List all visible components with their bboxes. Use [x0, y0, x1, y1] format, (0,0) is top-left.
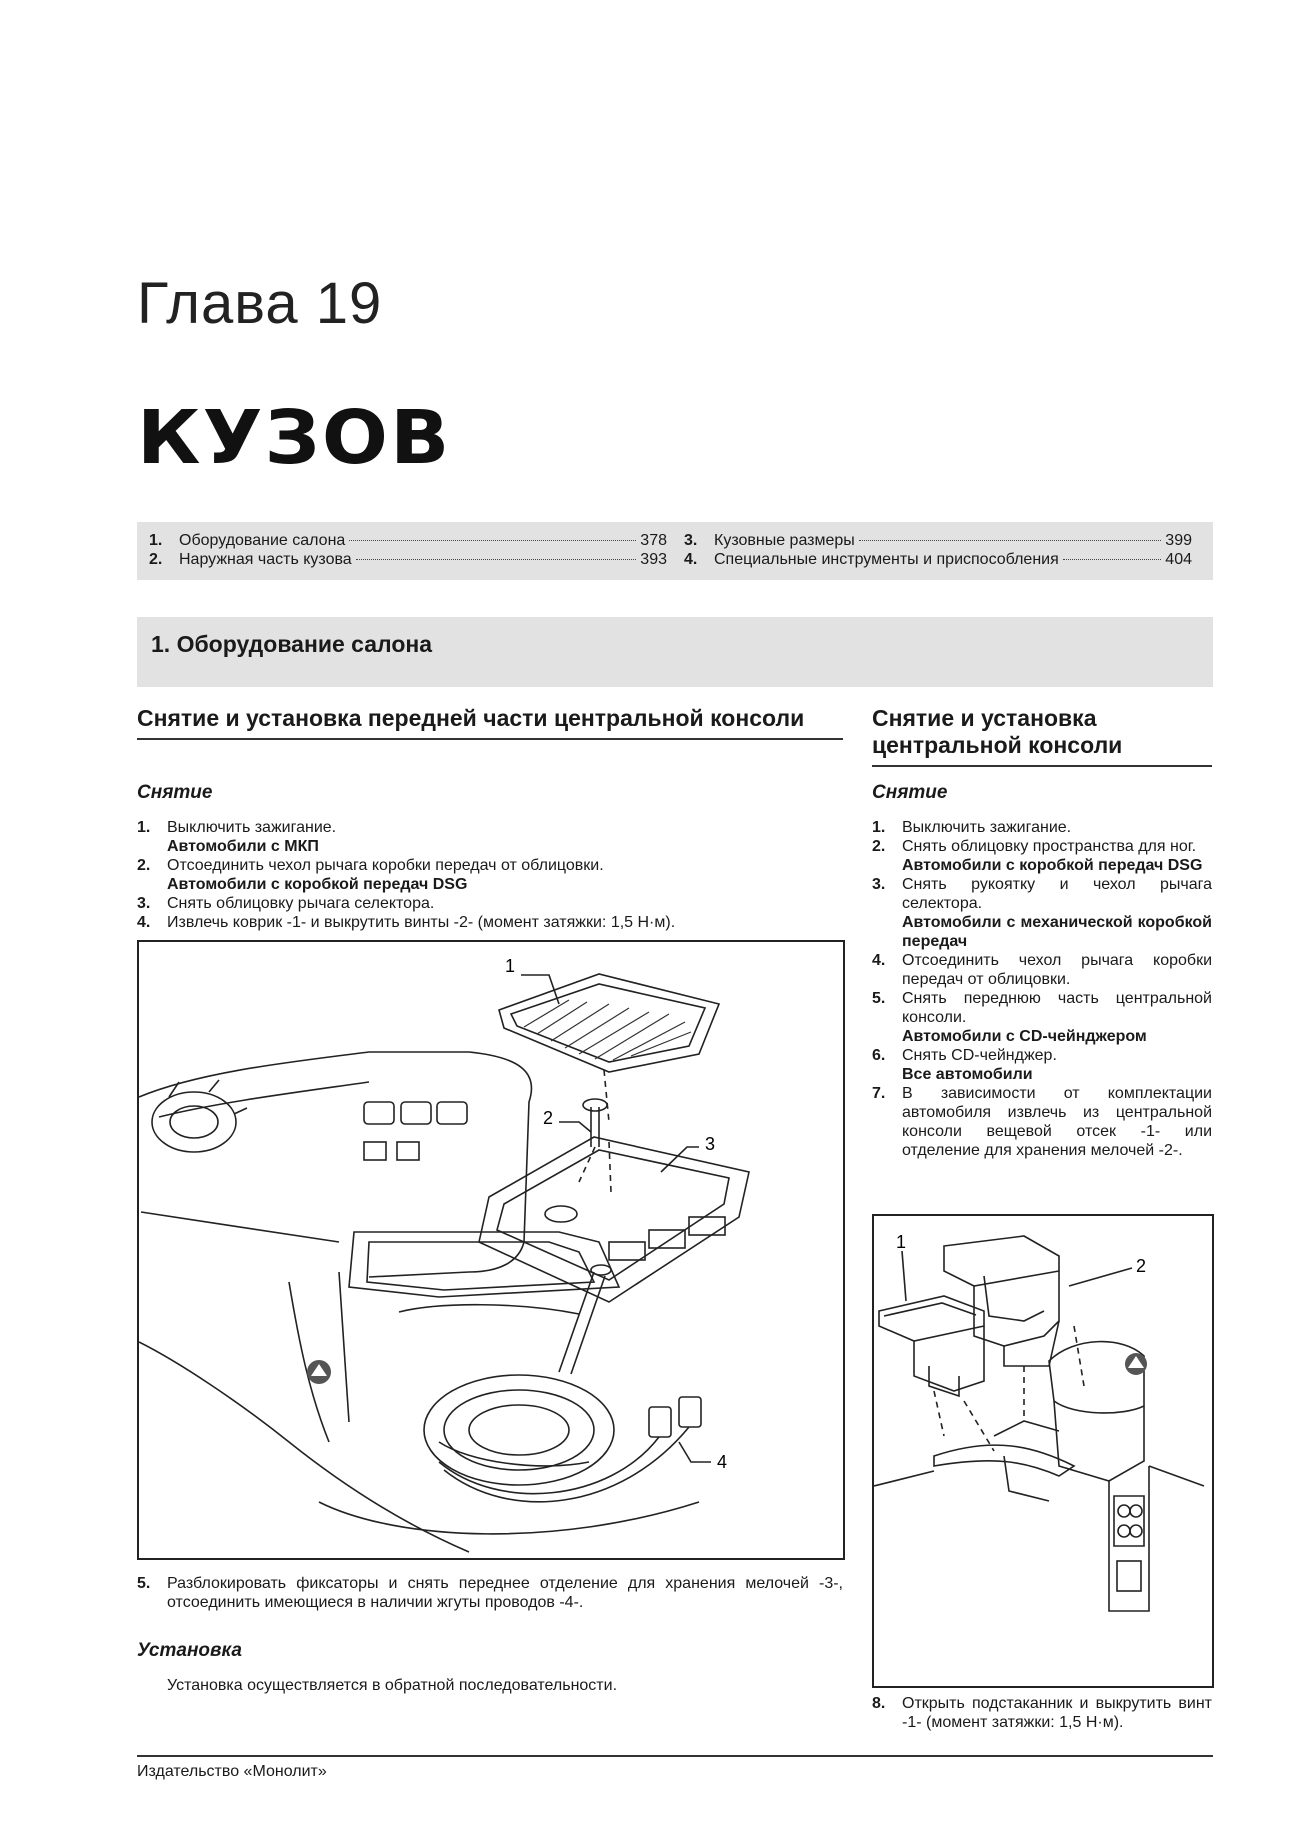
step-item: 3. Снять облицовку рычага селектора. [137, 895, 435, 912]
step-item: 4. Отсоединить чехол рычага коробки передач от облицовки. [872, 952, 1212, 988]
step-item: 1. Выключить зажигание. [137, 819, 337, 836]
figure-label: 3 [705, 1134, 716, 1154]
left-install-text: Установка осуществляется в обратной последовательности. [167, 1677, 618, 1694]
toc-leader [356, 559, 637, 560]
toc-item[interactable]: 2. Наружная часть кузова 393 [149, 551, 667, 568]
section-title: 1. Оборудование салона [151, 631, 433, 657]
chapter-label: Глава 19 [137, 271, 383, 336]
section-band [137, 617, 1213, 687]
chapter-toc [137, 522, 1213, 580]
right-heading: Снятие и установка центральной консоли [872, 705, 1212, 767]
step-subheading: Автомобили с коробкой передач DSG [167, 876, 468, 893]
right-steps [872, 818, 1212, 1160]
left-steps [137, 818, 843, 932]
figure-label: 1 [505, 956, 516, 976]
step-subheading: Автомобили с МКП [167, 838, 319, 855]
center-console-diagram [874, 1216, 1212, 1686]
right-step8 [872, 1694, 1212, 1732]
footer-rule [137, 1755, 1213, 1757]
step-item: 7. В зависимости от комплектации автомобиля извлечь из центральной консоли вещевой отсек -1- или отделение для хранения мелочей -2-. [872, 1085, 1212, 1159]
left-removal-heading: Снятие [137, 782, 213, 803]
toc-leader [349, 540, 636, 541]
step-subheading: Все автомобили [902, 1066, 1033, 1083]
step-item: 2. Снять облицовку пространства для ног. [872, 838, 1197, 855]
toc-leader [859, 540, 1161, 541]
toc-item[interactable]: 3. Кузовные размеры 399 [684, 532, 1192, 549]
watermark-logo-icon [307, 1360, 331, 1384]
step-item: 8. Открыть подстаканник и выкрутить винт -1- (момент затяжки: 1,5 Н·м). [872, 1695, 1212, 1731]
right-removal-heading: Снятие [872, 782, 948, 803]
toc-item[interactable]: 4. Специальные инструменты и приспособления 404 [684, 551, 1192, 568]
chapter-title: КУЗОВ [137, 395, 452, 481]
figure-label: 2 [1136, 1256, 1147, 1276]
watermark-logo-icon [1125, 1353, 1147, 1375]
toc-leader [1063, 559, 1162, 560]
step-subheading: Автомобили с механической коробкой передач [902, 914, 1212, 950]
left-step5 [137, 1574, 843, 1612]
left-figure [137, 940, 845, 1560]
publisher-footer: Издательство «Монолит» [137, 1763, 327, 1780]
step-item: 3. Снять рукоятку и чехол рычага селектора. [872, 876, 1212, 912]
console-diagram [139, 942, 843, 1558]
step-item: 5. Снять переднюю часть центральной консоли. [872, 990, 1212, 1026]
figure-label: 4 [717, 1452, 728, 1472]
step-item: 5. Разблокировать фиксаторы и снять переднее отделение для хранения мелочей -3-, отсоединить имеющиеся в наличии жгуты проводов -4-. [137, 1575, 843, 1611]
step-subheading: Автомобили с коробкой передач DSG [902, 857, 1203, 874]
left-install-heading: Установка [137, 1640, 242, 1661]
step-item: 1. Выключить зажигание. [872, 819, 1072, 836]
right-figure [872, 1214, 1214, 1688]
step-item: 2. Отсоединить чехол рычага коробки передач от облицовки. [137, 857, 604, 874]
step-subheading: Автомобили с CD-чейнджером [902, 1028, 1147, 1045]
step-item: 6. Снять CD-чейнджер. [872, 1047, 1057, 1064]
figure-label: 1 [896, 1232, 907, 1252]
toc-item[interactable]: 1. Оборудование салона 378 [149, 532, 667, 549]
figure-label: 2 [543, 1108, 554, 1128]
left-heading: Снятие и установка передней части центральной консоли [137, 705, 843, 740]
step-item: 4. Извлечь коврик -1- и выкрутить винты -2- (момент затяжки: 1,5 Н·м). [137, 914, 676, 931]
